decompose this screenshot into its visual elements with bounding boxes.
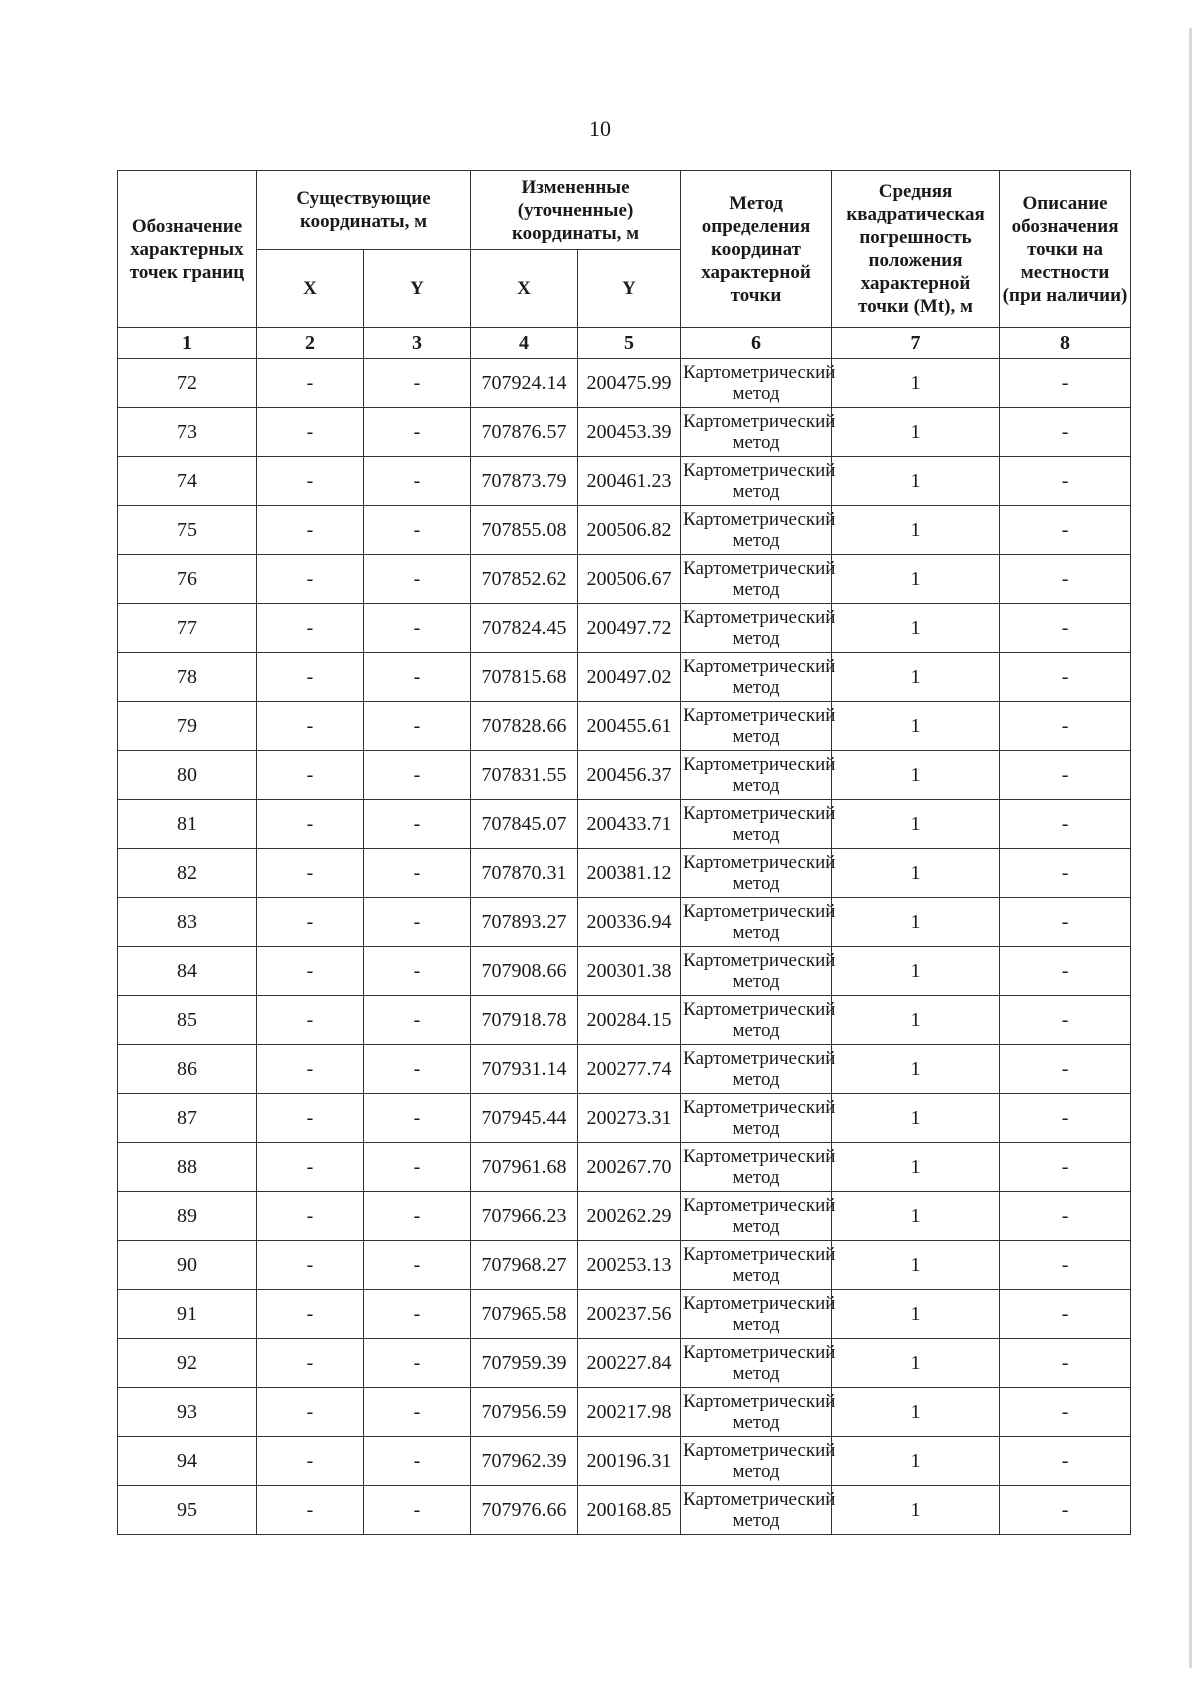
cell-method: Картометрический метод: [681, 457, 832, 506]
cell-existing-x: -: [257, 849, 364, 898]
cell-existing-y: -: [364, 1192, 471, 1241]
cell-description: -: [1000, 457, 1131, 506]
cell-changed-y: 200475.99: [578, 359, 681, 408]
cell-point: 78: [118, 653, 257, 702]
table-row: [118, 849, 1131, 898]
cell-existing-x: -: [257, 1143, 364, 1192]
cell-error: 1: [832, 653, 1000, 702]
table-row: [118, 1437, 1131, 1486]
cell-changed-y: 200196.31: [578, 1437, 681, 1486]
cell-existing-x: -: [257, 653, 364, 702]
table-row: [118, 996, 1131, 1045]
cell-changed-x: 707870.31: [471, 849, 578, 898]
cell-error: 1: [832, 1290, 1000, 1339]
cell-method: Картометрический метод: [681, 1143, 832, 1192]
header-error: Средняя квадратическая погрешность положения характерной точки (Mt), м: [832, 171, 1000, 328]
cell-existing-x: -: [257, 555, 364, 604]
cell-error: 1: [832, 947, 1000, 996]
cell-description: -: [1000, 1241, 1131, 1290]
cell-changed-y: 200227.84: [578, 1339, 681, 1388]
cell-description: -: [1000, 1094, 1131, 1143]
cell-existing-x: -: [257, 1486, 364, 1535]
cell-changed-x: 707931.14: [471, 1045, 578, 1094]
table-row: [118, 1339, 1131, 1388]
table-row: [118, 408, 1131, 457]
cell-error: 1: [832, 996, 1000, 1045]
cell-method: Картометрический метод: [681, 800, 832, 849]
cell-existing-x: -: [257, 1241, 364, 1290]
cell-error: 1: [832, 359, 1000, 408]
cell-method: Картометрический метод: [681, 1094, 832, 1143]
cell-point: 84: [118, 947, 257, 996]
cell-method: Картометрический метод: [681, 702, 832, 751]
cell-point: 80: [118, 751, 257, 800]
header-existing: Существующие координаты, м: [257, 171, 471, 250]
cell-changed-y: 200273.31: [578, 1094, 681, 1143]
cell-error: 1: [832, 604, 1000, 653]
table-row: [118, 604, 1131, 653]
cell-error: 1: [832, 702, 1000, 751]
cell-existing-x: -: [257, 702, 364, 751]
cell-existing-x: -: [257, 898, 364, 947]
cell-point: 89: [118, 1192, 257, 1241]
cell-point: 77: [118, 604, 257, 653]
cell-changed-y: 200456.37: [578, 751, 681, 800]
cell-changed-y: 200267.70: [578, 1143, 681, 1192]
cell-changed-x: 707831.55: [471, 751, 578, 800]
cell-point: 73: [118, 408, 257, 457]
table-row: [118, 751, 1131, 800]
cell-existing-y: -: [364, 359, 471, 408]
cell-changed-x: 707908.66: [471, 947, 578, 996]
cell-existing-y: -: [364, 849, 471, 898]
cell-changed-y: 200253.13: [578, 1241, 681, 1290]
cell-method: Картометрический метод: [681, 947, 832, 996]
cell-method: Картометрический метод: [681, 1339, 832, 1388]
cell-description: -: [1000, 1290, 1131, 1339]
cell-point: 74: [118, 457, 257, 506]
column-number: 2: [257, 328, 364, 359]
cell-changed-x: 707968.27: [471, 1241, 578, 1290]
table-row: [118, 800, 1131, 849]
cell-changed-x: 707966.23: [471, 1192, 578, 1241]
cell-existing-x: -: [257, 751, 364, 800]
cell-method: Картометрический метод: [681, 751, 832, 800]
cell-error: 1: [832, 849, 1000, 898]
cell-changed-x: 707852.62: [471, 555, 578, 604]
cell-description: -: [1000, 898, 1131, 947]
cell-existing-x: -: [257, 800, 364, 849]
cell-description: -: [1000, 1192, 1131, 1241]
cell-existing-y: -: [364, 947, 471, 996]
cell-existing-y: -: [364, 1241, 471, 1290]
header-row: [118, 171, 1131, 250]
table-row: [118, 506, 1131, 555]
cell-changed-y: 200237.56: [578, 1290, 681, 1339]
table-row: [118, 1045, 1131, 1094]
table-row: [118, 1143, 1131, 1192]
cell-method: Картометрический метод: [681, 653, 832, 702]
cell-point: 83: [118, 898, 257, 947]
cell-description: -: [1000, 1486, 1131, 1535]
cell-existing-y: -: [364, 1486, 471, 1535]
cell-existing-y: -: [364, 653, 471, 702]
cell-method: Картометрический метод: [681, 555, 832, 604]
column-number: 5: [578, 328, 681, 359]
cell-point: 76: [118, 555, 257, 604]
cell-error: 1: [832, 506, 1000, 555]
cell-existing-y: -: [364, 996, 471, 1045]
cell-existing-x: -: [257, 604, 364, 653]
cell-error: 1: [832, 800, 1000, 849]
cell-changed-x: 707815.68: [471, 653, 578, 702]
cell-existing-y: -: [364, 506, 471, 555]
header-existing-y: Y: [364, 250, 471, 328]
cell-description: -: [1000, 1339, 1131, 1388]
cell-existing-y: -: [364, 1143, 471, 1192]
cell-description: -: [1000, 751, 1131, 800]
cell-changed-y: 200262.29: [578, 1192, 681, 1241]
cell-point: 82: [118, 849, 257, 898]
cell-changed-x: 707855.08: [471, 506, 578, 555]
table-row: [118, 1241, 1131, 1290]
cell-description: -: [1000, 653, 1131, 702]
cell-description: -: [1000, 604, 1131, 653]
cell-method: Картометрический метод: [681, 506, 832, 555]
cell-point: 87: [118, 1094, 257, 1143]
cell-existing-x: -: [257, 996, 364, 1045]
cell-changed-x: 707824.45: [471, 604, 578, 653]
cell-method: Картометрический метод: [681, 996, 832, 1045]
cell-error: 1: [832, 408, 1000, 457]
column-number: 3: [364, 328, 471, 359]
cell-existing-y: -: [364, 555, 471, 604]
table-row: [118, 1388, 1131, 1437]
cell-changed-y: 200284.15: [578, 996, 681, 1045]
cell-point: 79: [118, 702, 257, 751]
cell-changed-x: 707976.66: [471, 1486, 578, 1535]
cell-changed-x: 707961.68: [471, 1143, 578, 1192]
coordinates-table: [117, 170, 1131, 1535]
cell-existing-y: -: [364, 1388, 471, 1437]
cell-error: 1: [832, 1045, 1000, 1094]
table-row: [118, 702, 1131, 751]
cell-method: Картометрический метод: [681, 1045, 832, 1094]
cell-existing-y: -: [364, 1437, 471, 1486]
cell-existing-y: -: [364, 408, 471, 457]
cell-existing-x: -: [257, 359, 364, 408]
cell-description: -: [1000, 1437, 1131, 1486]
cell-method: Картометрический метод: [681, 849, 832, 898]
cell-changed-y: 200336.94: [578, 898, 681, 947]
cell-error: 1: [832, 1094, 1000, 1143]
cell-changed-x: 707876.57: [471, 408, 578, 457]
cell-description: -: [1000, 359, 1131, 408]
cell-existing-y: -: [364, 1045, 471, 1094]
cell-changed-x: 707965.58: [471, 1290, 578, 1339]
table-row: [118, 898, 1131, 947]
cell-method: Картометрический метод: [681, 359, 832, 408]
cell-error: 1: [832, 1486, 1000, 1535]
cell-changed-x: 707893.27: [471, 898, 578, 947]
cell-changed-y: 200168.85: [578, 1486, 681, 1535]
cell-existing-y: -: [364, 457, 471, 506]
header-description: Описание обозначения точки на местности (при наличии): [1000, 171, 1131, 328]
cell-changed-y: 200506.82: [578, 506, 681, 555]
cell-changed-x: 707924.14: [471, 359, 578, 408]
column-number: 7: [832, 328, 1000, 359]
cell-changed-y: 200381.12: [578, 849, 681, 898]
table-row: [118, 1290, 1131, 1339]
cell-existing-y: -: [364, 1339, 471, 1388]
cell-description: -: [1000, 408, 1131, 457]
cell-description: -: [1000, 800, 1131, 849]
cell-changed-x: 707945.44: [471, 1094, 578, 1143]
cell-method: Картометрический метод: [681, 1486, 832, 1535]
cell-changed-y: 200453.39: [578, 408, 681, 457]
cell-point: 92: [118, 1339, 257, 1388]
header-existing-x: X: [257, 250, 364, 328]
cell-existing-x: -: [257, 1388, 364, 1437]
cell-point: 88: [118, 1143, 257, 1192]
cell-description: -: [1000, 555, 1131, 604]
cell-method: Картометрический метод: [681, 1192, 832, 1241]
cell-description: -: [1000, 1143, 1131, 1192]
column-number: 4: [471, 328, 578, 359]
cell-existing-x: -: [257, 506, 364, 555]
table-row: [118, 1094, 1131, 1143]
cell-description: -: [1000, 849, 1131, 898]
cell-existing-x: -: [257, 1339, 364, 1388]
cell-existing-x: -: [257, 947, 364, 996]
cell-changed-y: 200461.23: [578, 457, 681, 506]
cell-existing-y: -: [364, 604, 471, 653]
cell-existing-y: -: [364, 898, 471, 947]
cell-method: Картометрический метод: [681, 408, 832, 457]
cell-error: 1: [832, 1388, 1000, 1437]
cell-point: 85: [118, 996, 257, 1045]
cell-existing-x: -: [257, 1192, 364, 1241]
cell-method: Картометрический метод: [681, 1437, 832, 1486]
cell-error: 1: [832, 1241, 1000, 1290]
cell-method: Картометрический метод: [681, 1241, 832, 1290]
cell-description: -: [1000, 947, 1131, 996]
cell-changed-y: 200506.67: [578, 555, 681, 604]
column-number-row: [118, 328, 1131, 359]
cell-error: 1: [832, 457, 1000, 506]
cell-error: 1: [832, 898, 1000, 947]
cell-changed-x: 707918.78: [471, 996, 578, 1045]
cell-existing-y: -: [364, 702, 471, 751]
header-changed-x: X: [471, 250, 578, 328]
cell-point: 93: [118, 1388, 257, 1437]
cell-description: -: [1000, 506, 1131, 555]
header-method: Метод определения координат характерной точки: [681, 171, 832, 328]
cell-point: 75: [118, 506, 257, 555]
cell-point: 95: [118, 1486, 257, 1535]
page-edge: [1189, 28, 1192, 1668]
cell-method: Картометрический метод: [681, 898, 832, 947]
cell-point: 90: [118, 1241, 257, 1290]
cell-changed-y: 200277.74: [578, 1045, 681, 1094]
cell-existing-y: -: [364, 1290, 471, 1339]
cell-point: 94: [118, 1437, 257, 1486]
cell-error: 1: [832, 555, 1000, 604]
cell-changed-x: 707956.59: [471, 1388, 578, 1437]
cell-method: Картометрический метод: [681, 604, 832, 653]
cell-existing-y: -: [364, 800, 471, 849]
column-number: 1: [118, 328, 257, 359]
page-number: 10: [589, 116, 611, 141]
table-row: [118, 1486, 1131, 1535]
cell-description: -: [1000, 1045, 1131, 1094]
cell-error: 1: [832, 1143, 1000, 1192]
table-row: [118, 555, 1131, 604]
cell-method: Картометрический метод: [681, 1290, 832, 1339]
cell-changed-y: 200433.71: [578, 800, 681, 849]
cell-error: 1: [832, 751, 1000, 800]
header-designation: Обозначение характерных точек границ: [118, 171, 257, 328]
cell-changed-y: 200455.61: [578, 702, 681, 751]
table-row: [118, 947, 1131, 996]
column-number: 6: [681, 328, 832, 359]
table-row: [118, 653, 1131, 702]
cell-error: 1: [832, 1192, 1000, 1241]
cell-point: 91: [118, 1290, 257, 1339]
cell-changed-x: 707828.66: [471, 702, 578, 751]
table-row: [118, 1192, 1131, 1241]
cell-existing-x: -: [257, 408, 364, 457]
cell-description: -: [1000, 1388, 1131, 1437]
cell-changed-y: 200497.02: [578, 653, 681, 702]
cell-error: 1: [832, 1339, 1000, 1388]
cell-method: Картометрический метод: [681, 1388, 832, 1437]
cell-point: 86: [118, 1045, 257, 1094]
cell-changed-x: 707959.39: [471, 1339, 578, 1388]
cell-changed-x: 707873.79: [471, 457, 578, 506]
cell-existing-x: -: [257, 1094, 364, 1143]
header-changed-y: Y: [578, 250, 681, 328]
cell-changed-x: 707845.07: [471, 800, 578, 849]
cell-point: 81: [118, 800, 257, 849]
cell-point: 72: [118, 359, 257, 408]
cell-description: -: [1000, 996, 1131, 1045]
table-row: [118, 359, 1131, 408]
cell-existing-x: -: [257, 1290, 364, 1339]
cell-changed-y: 200301.38: [578, 947, 681, 996]
column-number: 8: [1000, 328, 1131, 359]
header-changed: Измененные (уточненные) координаты, м: [471, 171, 681, 250]
cell-existing-y: -: [364, 1094, 471, 1143]
cell-existing-x: -: [257, 1437, 364, 1486]
cell-existing-x: -: [257, 1045, 364, 1094]
table-row: [118, 457, 1131, 506]
cell-existing-y: -: [364, 751, 471, 800]
cell-error: 1: [832, 1437, 1000, 1486]
cell-description: -: [1000, 702, 1131, 751]
cell-changed-y: 200497.72: [578, 604, 681, 653]
cell-existing-x: -: [257, 457, 364, 506]
table-body: [118, 359, 1131, 1535]
cell-changed-x: 707962.39: [471, 1437, 578, 1486]
cell-changed-y: 200217.98: [578, 1388, 681, 1437]
